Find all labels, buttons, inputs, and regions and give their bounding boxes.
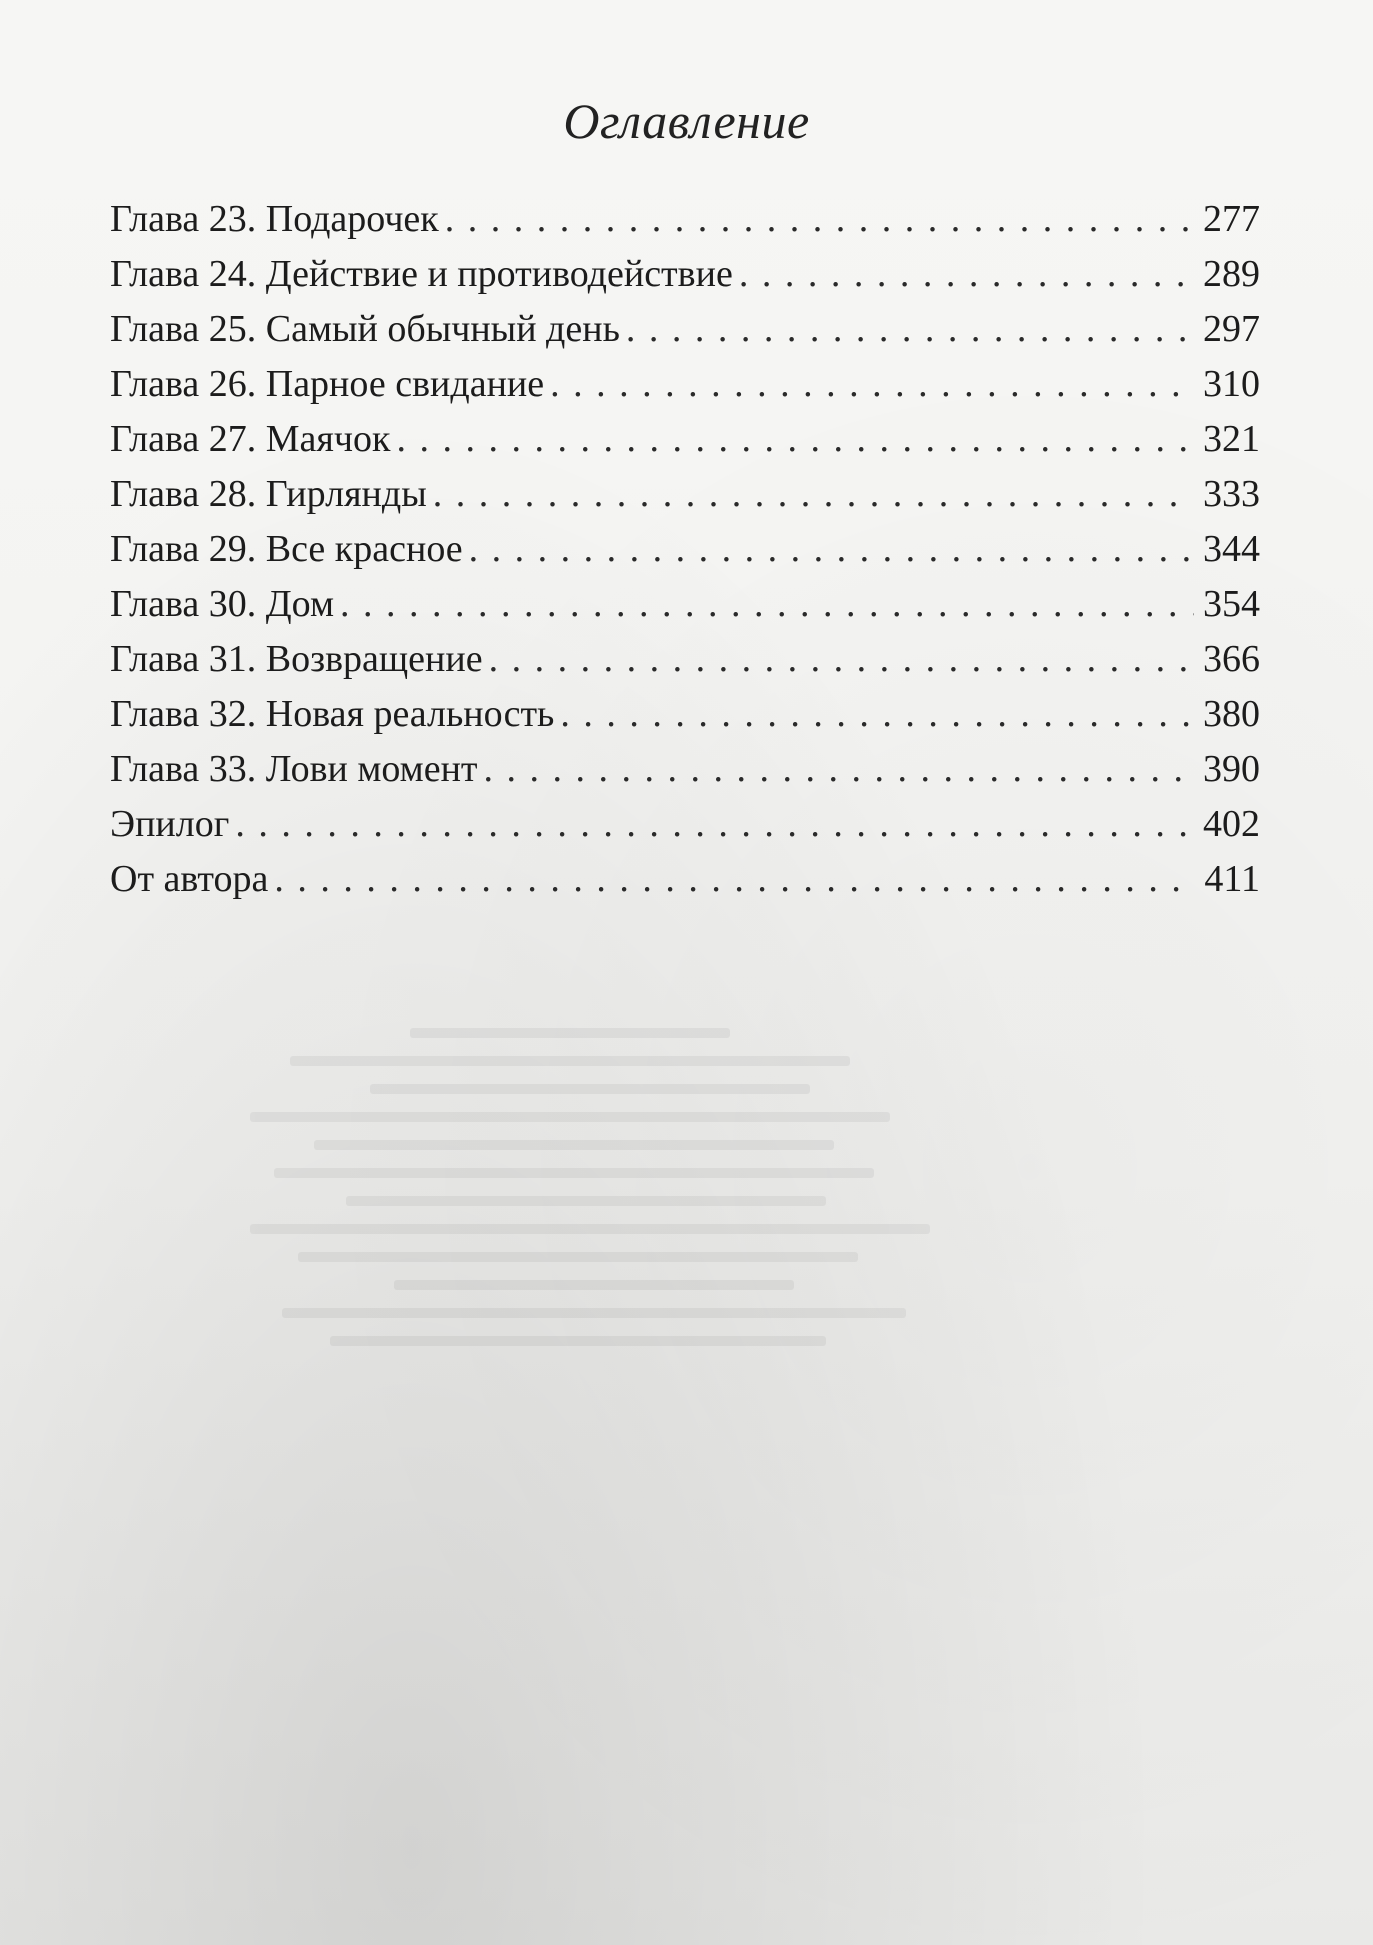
toc-entry-page: 321 xyxy=(1203,418,1260,460)
toc-entry-label: Глава 24. Действие и противодействие xyxy=(110,253,733,295)
toc-entry-page: 390 xyxy=(1203,748,1260,790)
dot-leader xyxy=(469,522,1194,577)
toc-entry-page: 366 xyxy=(1203,638,1260,680)
toc-entry-page: 333 xyxy=(1203,473,1260,515)
toc-entry-page: 344 xyxy=(1203,528,1260,570)
toc-title: Оглавление xyxy=(563,93,810,149)
toc-entry xyxy=(110,852,1260,907)
toc-entry xyxy=(110,247,1260,302)
toc-entry-label: Эпилог xyxy=(110,803,230,845)
toc-entry-page: 354 xyxy=(1203,583,1260,625)
toc-entry-label: Глава 31. Возвращение xyxy=(110,638,483,680)
toc-list xyxy=(110,192,1260,907)
toc-entry-label: Глава 30. Дом xyxy=(110,583,334,625)
toc-entry-page: 310 xyxy=(1203,363,1260,405)
toc-entry-label: Глава 29. Все красное xyxy=(110,528,463,570)
toc-entry xyxy=(110,742,1260,797)
toc-entry-label: Глава 32. Новая реальность xyxy=(110,693,555,735)
toc-entry xyxy=(110,632,1260,687)
toc-entry-label: Глава 28. Гирлянды xyxy=(110,473,427,515)
toc-entry xyxy=(110,577,1260,632)
toc-entry xyxy=(110,467,1260,522)
toc-entry-page: 277 xyxy=(1203,198,1260,240)
toc-entry xyxy=(110,797,1260,852)
toc-entry-page: 289 xyxy=(1203,253,1260,295)
dot-leader xyxy=(433,467,1194,522)
dot-leader xyxy=(626,302,1194,357)
toc-entry-label: Глава 33. Лови момент xyxy=(110,748,478,790)
toc-entry-label: Глава 23. Подарочек xyxy=(110,198,439,240)
dot-leader xyxy=(235,797,1194,852)
toc-entry xyxy=(110,522,1260,577)
toc-entry xyxy=(110,302,1260,357)
toc-entry-page: 411 xyxy=(1204,858,1260,900)
toc-entry-page: 297 xyxy=(1203,308,1260,350)
toc-entry-label: Глава 26. Парное свидание xyxy=(110,363,545,405)
dot-leader xyxy=(274,852,1194,907)
dot-leader xyxy=(489,632,1194,687)
dot-leader xyxy=(396,412,1194,467)
toc-entry xyxy=(110,192,1260,247)
dot-leader xyxy=(560,687,1194,742)
toc-entry-label: Глава 27. Маячок xyxy=(110,418,391,460)
toc-entry-label: Глава 25. Самый обычный день xyxy=(110,308,620,350)
dot-leader xyxy=(484,742,1194,797)
show-through-text xyxy=(250,1010,1050,1610)
dot-leader xyxy=(739,247,1194,302)
dot-leader xyxy=(340,577,1194,632)
toc-entry xyxy=(110,357,1260,412)
dot-leader xyxy=(550,357,1194,412)
toc-entry xyxy=(110,687,1260,742)
toc-entry-page: 380 xyxy=(1203,693,1260,735)
toc-entry-label: От автора xyxy=(110,858,269,900)
toc-entry-page: 402 xyxy=(1203,803,1260,845)
toc-entry xyxy=(110,412,1260,467)
dot-leader xyxy=(445,192,1194,247)
